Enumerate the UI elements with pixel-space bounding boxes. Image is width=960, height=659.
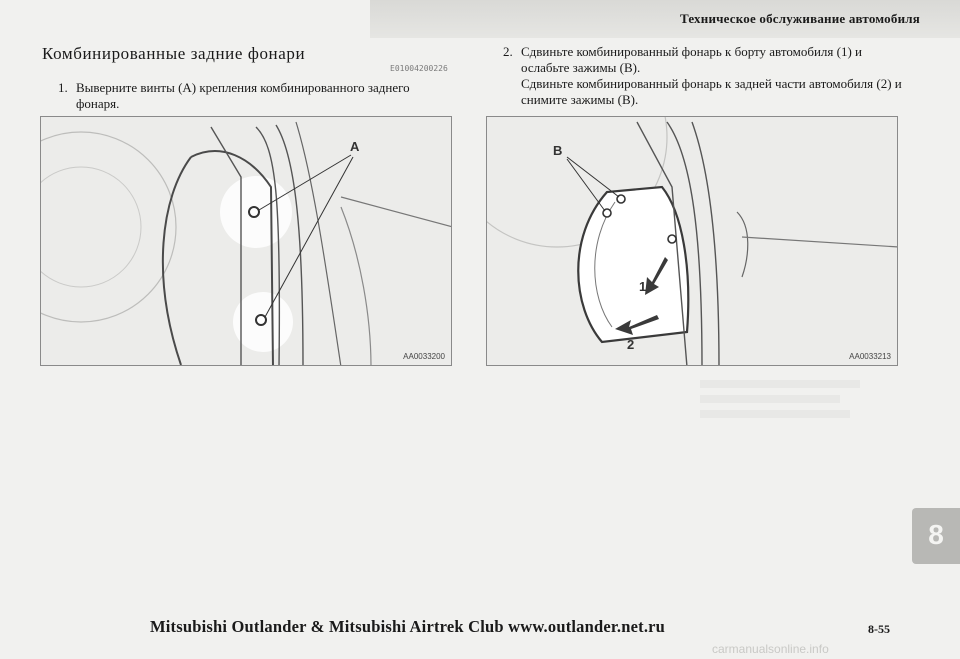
step-1 [58,80,448,112]
figure-2-code: AA0033213 [849,352,891,361]
wheel-arch-ghost [41,132,176,322]
chapter-number: 8 [928,519,944,550]
label-direction-2: 2 [627,337,635,352]
step-1-text: Выверните винты (A) крепления комбинированного заднего фонаря. [76,80,410,111]
footer-credit: Mitsubishi Outlander & Mitsubishi Airtrek Club www.outlander.net.ru [150,617,666,636]
page-number: 8-55 [868,622,890,636]
bumper-edge [341,207,371,366]
label-b: B [553,143,563,158]
figure-remove-screws [40,116,452,366]
section-code: E01004200226 [390,64,448,73]
screw-hole-icon [668,235,676,243]
bleed-through-line-2 [700,395,840,403]
figure-2-illustration [487,117,898,366]
leader-line-b2 [567,159,605,211]
bleed-through-line-3 [700,410,850,418]
bleed-through-line-1 [700,380,860,388]
label-a: A [350,139,360,154]
wheel-ghost [41,167,141,287]
step-2-number: 2. [503,44,513,59]
label-direction-1: 1 [639,279,647,294]
bumper-line [742,237,898,247]
step-2-text-continued: Сдвиньте комбинированный фонарь к задней части автомобиля (2) и снимите зажимы (B). [521,76,902,107]
figure-slide-lamp [486,116,898,366]
bumper-line [341,197,452,227]
screw-lower-icon [256,315,266,325]
watermark: carmanualsonline.info [712,642,829,656]
chapter-tab [912,508,960,564]
figure-1-code: AA0033200 [403,352,445,361]
step-1-number: 1. [58,80,68,95]
step-2-text: Сдвиньте комбинированный фонарь к борту автомобиля (1) и ослабьте зажимы (B). [521,44,863,75]
figure-1-illustration [41,117,452,366]
screw-upper-icon [249,207,259,217]
bumper-edge [737,212,748,277]
leader-line-b1 [567,157,619,197]
running-header: Техническое обслуживание автомобиля [679,11,920,26]
body-line-3 [692,122,719,366]
section-title: Комбинированные задние фонари [42,44,306,63]
step-2 [503,44,913,108]
